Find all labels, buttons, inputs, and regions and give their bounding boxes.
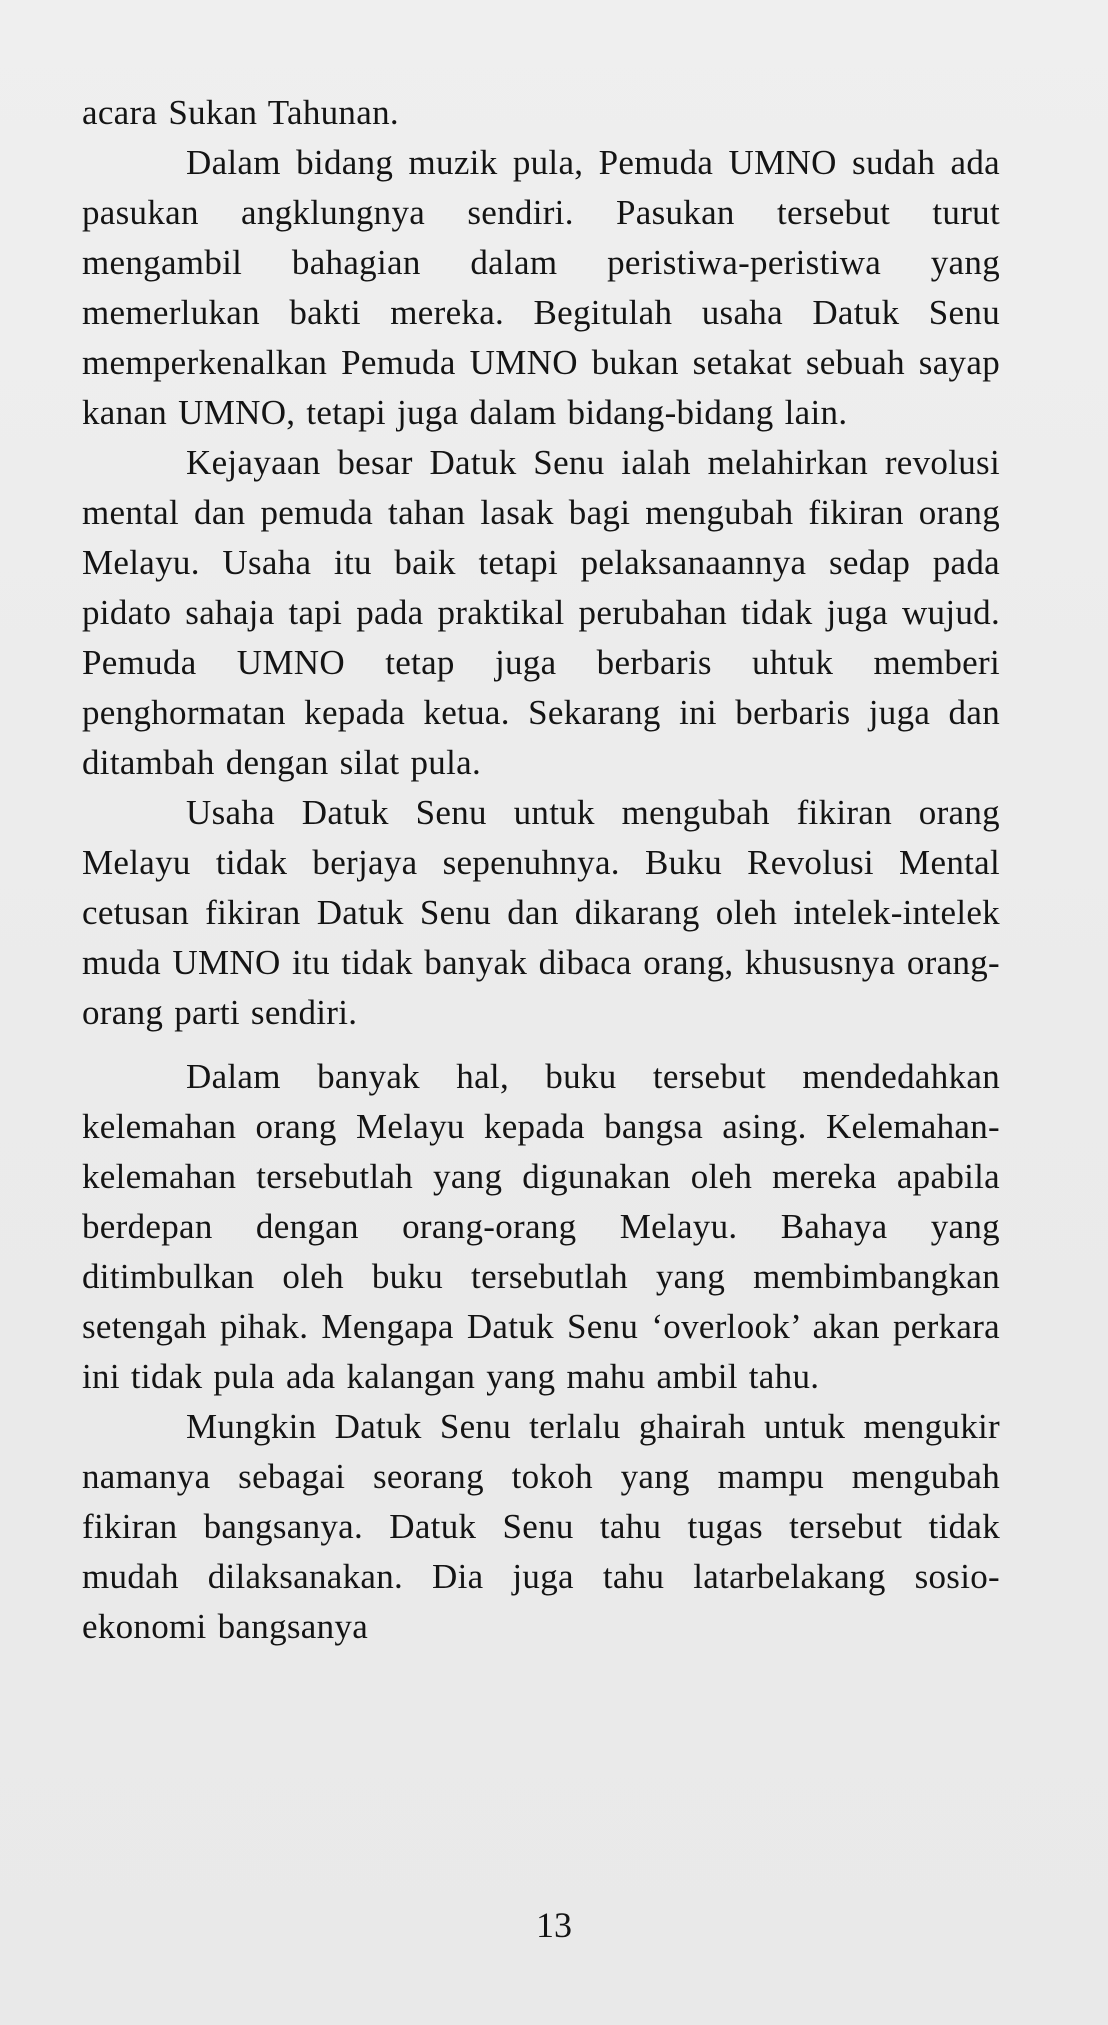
page-number: 13: [536, 1905, 572, 1945]
paragraph-6: Mungkin Datuk Senu terlalu ghairah untuk mengukir namanya sebagai seorang tokoh yang mampu mengubah fikiran bangsanya. Datuk Senu tahu tugas tersebut tidak mudah dilaksanakan. Dia juga tahu latarbelakang sosio-ekonomi bangsanya: [82, 1407, 1000, 1646]
paragraph-4: Usaha Datuk Senu untuk mengubah fikiran orang Melayu tidak berjaya sepenuhnya. Buku Revolusi Mental cetusan fikiran Datuk Senu dan dikarang oleh intelek-intelek muda UMNO itu tidak banyak dibaca orang, khususnya orang-orang parti sendiri.: [82, 793, 1000, 1032]
body-text: [82, 88, 1000, 1652]
paragraph-5: Dalam banyak hal, buku tersebut mendedahkan kelemahan orang Melayu kepada bangsa asing. Kelemahan-kelemahan tersebutlah yang digunakan oleh mereka apabila berdepan dengan orang-orang Melayu. Bahaya yang ditimbulkan oleh buku tersebutlah yang membimbangkan setengah pihak. Mengapa Datuk Senu ‘overlook’ akan perkara ini tidak pula ada kalangan yang mahu ambil tahu.: [82, 1057, 1000, 1396]
paragraph-1: acara Sukan Tahunan.: [82, 93, 399, 132]
paragraph-3: Kejayaan besar Datuk Senu ialah melahirkan revolusi mental dan pemuda tahan lasak bagi mengubah fikiran orang Melayu. Usaha itu baik tetapi pelaksanaannya sedap pada pidato sahaja tapi pada praktikal perubahan tidak juga wujud. Pemuda UMNO tetap juga berbaris uhtuk memberi penghormatan kepada ketua. Sekarang ini berbaris juga dan ditambah dengan silat pula.: [82, 443, 1000, 782]
paragraph-2: Dalam bidang muzik pula, Pemuda UMNO sudah ada pasukan angklungnya sendiri. Pasukan tersebut turut mengambil bahagian dalam peristiwa-peristiwa yang memerlukan bakti mereka. Begitulah usaha Datuk Senu memperkenalkan Pemuda UMNO bukan setakat sebuah sayap kanan UMNO, tetapi juga dalam bidang-bidang lain.: [82, 143, 1000, 432]
